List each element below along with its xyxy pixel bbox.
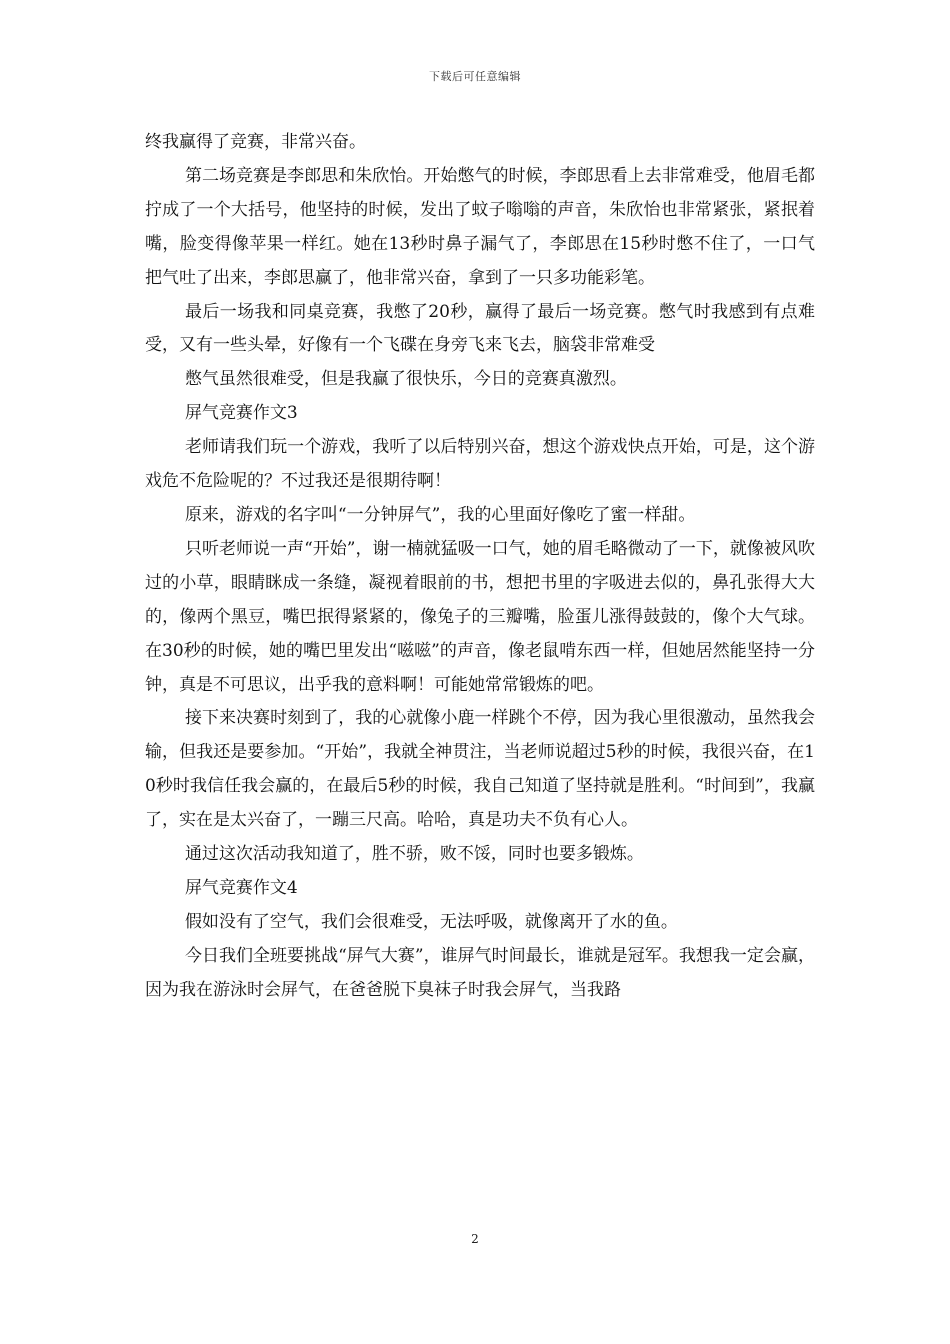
paragraph-13: 今日我们全班要挑战“屏气大赛”，谁屏气时间最长，谁就是冠军。我想我一定会赢，因为我在游泳时会屏气，在爸爸脱下臭袜子时我会屏气，当我路	[145, 945, 815, 1000]
page-header-note: 下载后可任意编辑	[429, 70, 521, 83]
paragraph-4: 憋气虽然很难受，但是我赢了很快乐，今日的竞赛真激烈。	[184, 369, 627, 390]
document-body	[145, 126, 815, 1008]
paragraph-6: 老师请我们玩一个游戏，我听了以后特别兴奋，想这个游戏快点开始，可是，这个游戏危不危险呢的？不过我还是很期待啊！	[145, 437, 815, 492]
paragraph-8: 只听老师说一声“开始”，谢一楠就猛吸一口气，她的眉毛略微动了一下，就像被风吹过的小草，眼睛眯成一条缝，凝视着眼前的书，想把书里的字吸进去似的，鼻孔张得大大的，像两个黑豆，嘴巴抿得紧紧的，像兔子的三瓣嘴，脸蛋儿涨得鼓鼓的，像个大气球。在30秒的时候，她的嘴巴里发出“嗞嗞”的声音，像老鼠啃东西一样，但她居然能坚持一分钟，真是不可思议，出乎我的意料啊！可能她常常锻炼的吧。	[145, 538, 815, 695]
section-title-essay-3: 屏气竞赛作文3	[184, 403, 298, 424]
page-number: 2	[471, 1232, 479, 1246]
section-title-essay-4: 屏气竞赛作文4	[184, 877, 298, 898]
paragraph-10: 通过这次活动我知道了，胜不骄，败不馁，同时也要多锻炼。	[184, 844, 644, 865]
paragraph-2: 第二场竞赛是李郎思和朱欣怡。开始憋气的时候，李郎思看上去非常难受，他眉毛都拧成了一个大括号，他坚持的时候，发出了蚊子嗡嗡的声音，朱欣怡也非常紧张，紧抿着嘴，脸变得像苹果一样红。她在13秒时鼻子漏气了，李郎思在15秒时憋不住了，一口气把气吐了出来，李郎思赢了，他非常兴奋，拿到了一只多功能彩笔。	[145, 165, 815, 288]
paragraph-12: 假如没有了空气，我们会很难受，无法呼吸，就像离开了水的鱼。	[184, 911, 678, 932]
paragraph-9: 接下来决赛时刻到了，我的心就像小鹿一样跳个不停，因为我心里很激动，虽然我会输，但我还是要参加。“开始”，我就全神贯注，当老师说超过5秒的时候，我很兴奋，在10秒时我信任我会赢的，在最后5秒的时候，我自己知道了坚持就是胜利。“时间到”，我赢了，实在是太兴奋了，一蹦三尺高。哈哈，真是功夫不负有心人。	[145, 708, 815, 831]
paragraph-1: 终我赢得了竞赛，非常兴奋。	[145, 132, 366, 152]
paragraph-7: 原来，游戏的名字叫“一分钟屏气”，我的心里面好像吃了蜜一样甜。	[184, 504, 696, 525]
paragraph-3: 最后一场我和同桌竞赛，我憋了20秒，赢得了最后一场竞赛。憋气时我感到有点难受，又有一些头晕，好像有一个飞碟在身旁飞来飞去，脑袋非常难受	[145, 301, 815, 356]
